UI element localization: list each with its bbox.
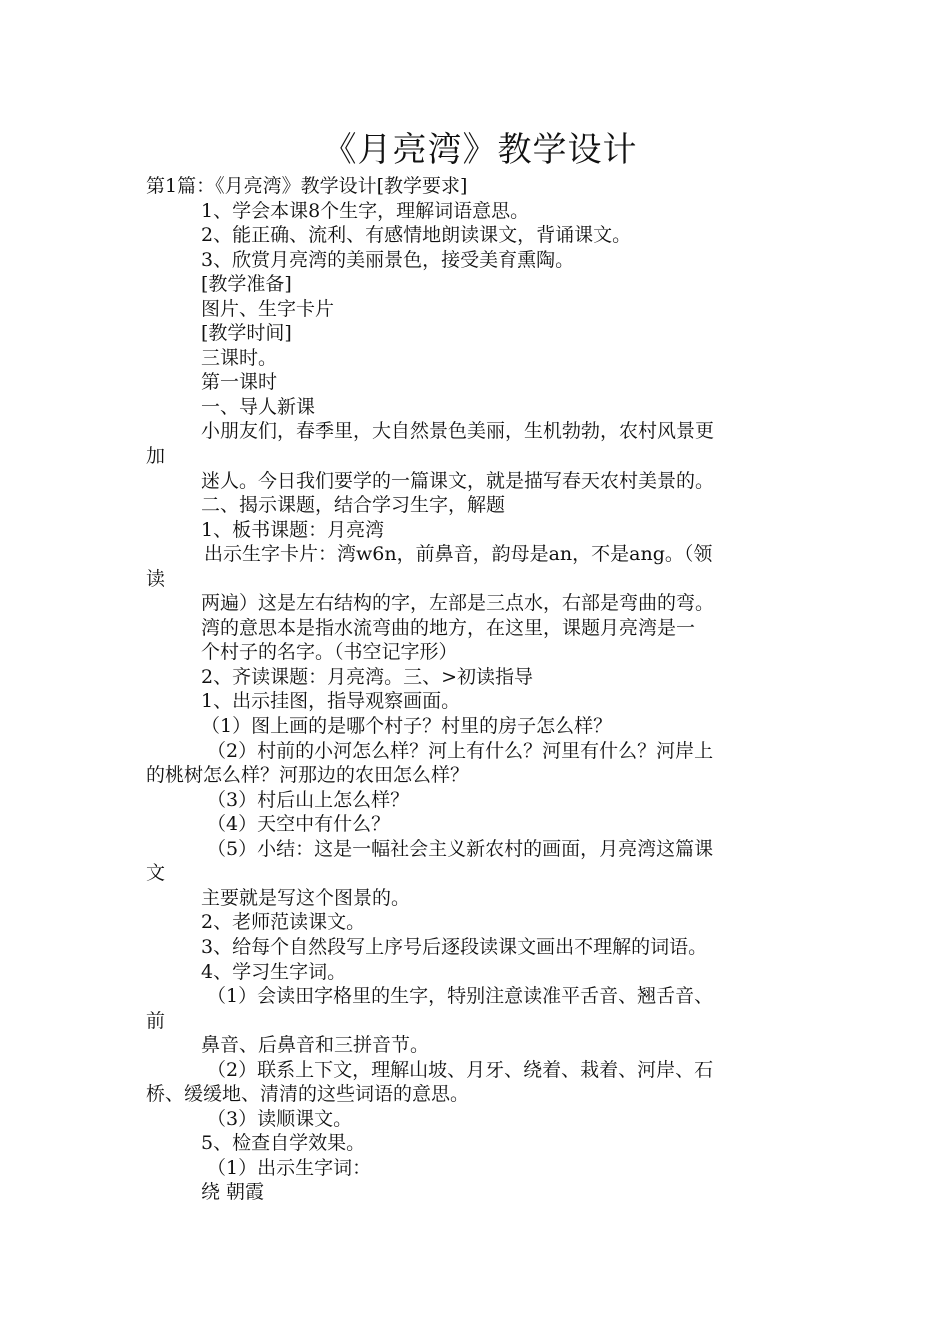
paragraph-line: （2）村前的小河怎么样？河上有什么？河里有什么？河岸上 bbox=[207, 739, 714, 762]
paragraph-line: 主要就是写这个图景的。 bbox=[201, 886, 411, 909]
document-title: 《月亮湾》教学设计 bbox=[322, 130, 638, 170]
paragraph-line: （1）出示生字词： bbox=[207, 1156, 372, 1179]
paragraph-line: （1）会读田字格里的生字，特别注意读准平舌音、翘舌音、 bbox=[207, 985, 714, 1008]
paragraph-line: （3）村后山上怎么样？ bbox=[207, 788, 410, 811]
paragraph-line: 绕 朝霞 bbox=[201, 1181, 265, 1204]
document-body bbox=[146, 174, 810, 1205]
paragraph-line: 个村子的名字。（书空记字形） bbox=[201, 641, 458, 664]
paragraph-line: 图片、生字卡片 bbox=[201, 297, 335, 320]
paragraph-line: 的桃树怎么样？河那边的农田怎么样？ bbox=[146, 764, 470, 787]
paragraph-line: 加 bbox=[146, 445, 166, 468]
paragraph-line: 迷人。今日我们要学的一篇课文，就是描写春天农村美景的。 bbox=[201, 469, 715, 492]
paragraph-line: （5）小结：这是一幅社会主义新农村的画面，月亮湾这篇课 bbox=[207, 837, 714, 860]
paragraph-line: 4、学习生字词。 bbox=[201, 960, 347, 983]
section-heading: 第一课时 bbox=[201, 371, 278, 394]
paragraph-line: 5、检查自学效果。 bbox=[201, 1132, 366, 1155]
paragraph-line: 文 bbox=[146, 862, 166, 885]
paragraph-line: 出示生字卡片：湾w6n，前鼻音，韵母是an，不是ang。（领 bbox=[204, 543, 713, 566]
paragraph-line: 2、齐读课题：月亮湾。三、>初读指导 bbox=[201, 665, 534, 688]
paragraph-line: 三课时。 bbox=[201, 346, 278, 369]
paragraph-line: 湾的意思本是指水流弯曲的地方，在这里，课题月亮湾是一 bbox=[201, 616, 696, 639]
paragraph-line: 两遍）这是左右结构的字，左部是三点水，右部是弯曲的弯。 bbox=[201, 592, 715, 615]
paragraph-line: 3、欣赏月亮湾的美丽景色，接受美育熏陶。 bbox=[201, 248, 575, 271]
paragraph-line: 1、出示挂图，指导观察画面。 bbox=[201, 690, 461, 713]
paragraph-line: 鼻音、后鼻音和三拼音节。 bbox=[201, 1034, 430, 1057]
paragraph-line: 2、老师范读课文。 bbox=[201, 911, 366, 934]
paragraph-line: （2）联系上下文，理解山坡、月牙、绕着、栽着、河岸、石 bbox=[207, 1058, 714, 1081]
paragraph-line: （4）天空中有什么？ bbox=[207, 813, 391, 836]
paragraph-line: 3、给每个自然段写上序号后逐段读课文画出不理解的词语。 bbox=[201, 935, 708, 958]
paragraph-line: （3）读顺课文。 bbox=[207, 1107, 353, 1130]
paragraph-line: 1、学会本课8个生字，理解词语意思。 bbox=[201, 199, 530, 222]
paragraph-line: 桥、缓缓地、清清的这些词语的意思。 bbox=[146, 1083, 470, 1106]
section-heading: [教学时间] bbox=[201, 322, 292, 345]
paragraph-line: 小朋友们，春季里，大自然景色美丽，生机勃勃，农村风景更 bbox=[201, 420, 715, 443]
section-heading: 一、导人新课 bbox=[201, 395, 316, 418]
paragraph-line: 第1篇：《月亮湾》教学设计[教学要求] bbox=[146, 175, 468, 197]
paragraph-line: 1、板书课题：月亮湾 bbox=[201, 518, 385, 541]
paragraph-line: 2、能正确、流利、有感情地朗读课文，背诵课文。 bbox=[201, 224, 632, 247]
section-heading: 二、揭示课题，结合学习生字，解题 bbox=[201, 494, 506, 517]
paragraph-line: 读 bbox=[146, 567, 166, 590]
paragraph-line: 前 bbox=[146, 1009, 166, 1032]
paragraph-line: （1）图上画的是哪个村子？村里的房子怎么样？ bbox=[201, 715, 613, 738]
section-heading: [教学准备] bbox=[201, 273, 292, 296]
